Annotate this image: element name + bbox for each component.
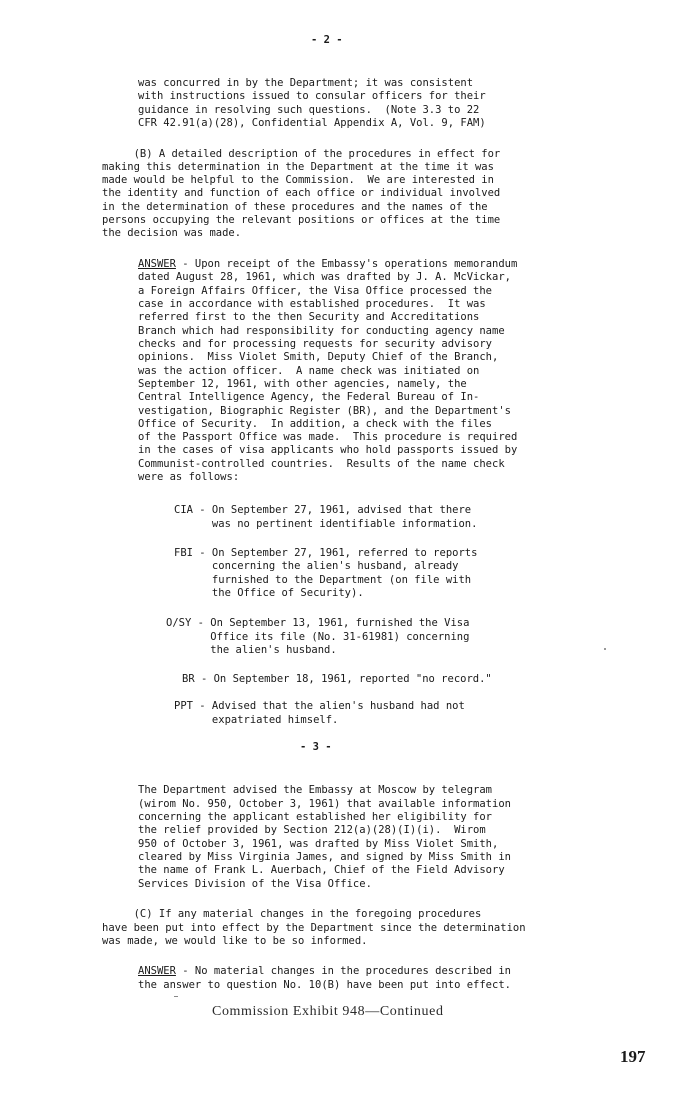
answer-b-line: was the action officer. A name check was initiated on xyxy=(138,365,480,377)
intro-line: was concurred in by the Department; it was consistent xyxy=(138,77,474,89)
answer-b-line: dated August 28, 1961, which was drafted by J. A. McVickar, xyxy=(138,271,511,283)
question-b-line: persons occupying the relevant positions or offices at the time xyxy=(102,214,501,226)
check-ppt: expatriated himself. xyxy=(174,714,339,726)
check-cia: was no pertinent identifiable information. xyxy=(174,518,478,530)
answer-b-line: Central Intelligence Agency, the Federal Bureau of In- xyxy=(138,391,480,403)
stray-mark xyxy=(174,996,178,997)
check-fbi: the Office of Security). xyxy=(174,587,364,599)
check-fbi: FBI - On September 27, 1961, referred to reports xyxy=(174,547,478,559)
dept-advised-line: concerning the applicant established her eligibility for xyxy=(138,811,493,823)
question-b-line: the identity and function of each office or individual involved xyxy=(102,187,501,199)
answer-b-line: referred first to the then Security and Accreditations xyxy=(138,311,480,323)
answer-b-line: a Foreign Affairs Officer, the Visa Office processed the xyxy=(138,285,493,297)
question-b-line: made would be helpful to the Commission. We are interested in xyxy=(102,174,494,186)
answer-c-first-line: ANSWER - No material changes in the procedures described in xyxy=(138,965,511,977)
question-c-line: have been put into effect by the Department since the determination xyxy=(102,922,526,934)
answer-b-line: vestigation, Biographic Register (BR), and the Department's xyxy=(138,405,511,417)
answer-b-line: Communist-controlled countries. Results of the name check xyxy=(138,458,505,470)
answer-b-line: in the cases of visa applicants who hold passports issued by xyxy=(138,444,518,456)
question-c-line: (C) If any material changes in the foregoing procedures xyxy=(102,908,482,920)
intro-line: with instructions issued to consular officers for their xyxy=(138,90,486,102)
stray-dot xyxy=(604,648,606,650)
dept-advised-line: The Department advised the Embassy at Moscow by telegram xyxy=(138,784,493,796)
question-b-line: the decision was made. xyxy=(102,227,242,239)
answer-b-line: checks and for processing requests for security advisory xyxy=(138,338,493,350)
intro-line: guidance in resolving such questions. (Note 3.3 to 22 xyxy=(138,104,480,116)
question-b-line: in the determination of these procedures and the names of the xyxy=(102,201,488,213)
check-osy: Office its file (No. 31-61981) concerning xyxy=(166,631,470,643)
page-marker-top: - 2 - xyxy=(311,34,343,46)
question-b-line: (B) A detailed description of the procedures in effect for xyxy=(102,148,501,160)
exhibit-footer: Commission Exhibit 948—Continued xyxy=(212,1004,444,1019)
check-fbi: concerning the alien's husband, already xyxy=(174,560,459,572)
check-osy: O/SY - On September 13, 1961, furnished the Visa xyxy=(166,617,470,629)
intro-line: CFR 42.91(a)(28), Confidential Appendix A, Vol. 9, FAM) xyxy=(138,117,486,129)
answer-b-first-line: ANSWER - Upon receipt of the Embassy's operations memorandum xyxy=(138,258,518,270)
answer-b-line: were as follows: xyxy=(138,471,240,483)
check-fbi: furnished to the Department (on file with xyxy=(174,574,472,586)
page-marker-mid: - 3 - xyxy=(300,741,332,753)
dept-advised-line: the name of Frank L. Auerbach, Chief of the Field Advisory xyxy=(138,864,505,876)
answer-b-line: of the Passport Office was made. This procedure is required xyxy=(138,431,518,443)
answer-b-line: Branch which had responsibility for conducting agency name xyxy=(138,325,505,337)
check-osy: the alien's husband. xyxy=(166,644,337,656)
dept-advised-line: 950 of October 3, 1961, was drafted by Miss Violet Smith, xyxy=(138,838,499,850)
question-c-line: was made, we would like to be so informed. xyxy=(102,935,368,947)
page-number: 197 xyxy=(620,1047,646,1066)
dept-advised-line: the relief provided by Section 212(a)(28)(I)(i). Wirom xyxy=(138,824,486,836)
answer-label: ANSWER xyxy=(138,258,176,270)
check-ppt: PPT - Advised that the alien's husband had not xyxy=(174,700,465,712)
check-br: BR - On September 18, 1961, reported "no record." xyxy=(182,673,492,685)
dept-advised-line: Services Division of the Visa Office. xyxy=(138,878,372,890)
answer-b-line: Office of Security. In addition, a check with the files xyxy=(138,418,493,430)
answer-b-line: opinions. Miss Violet Smith, Deputy Chief of the Branch, xyxy=(138,351,499,363)
check-cia: CIA - On September 27, 1961, advised that there xyxy=(174,504,472,516)
answer-c-line: the answer to question No. 10(B) have been put into effect. xyxy=(138,979,511,991)
answer-b-line: case in accordance with established procedures. It was xyxy=(138,298,486,310)
dept-advised-line: cleared by Miss Virginia James, and signed by Miss Smith in xyxy=(138,851,511,863)
question-b-line: making this determination in the Department at the time it was xyxy=(102,161,494,173)
answer-b-line: September 12, 1961, with other agencies, namely, the xyxy=(138,378,467,390)
answer-label: ANSWER xyxy=(138,965,176,977)
dept-advised-line: (wirom No. 950, October 3, 1961) that available information xyxy=(138,798,511,810)
